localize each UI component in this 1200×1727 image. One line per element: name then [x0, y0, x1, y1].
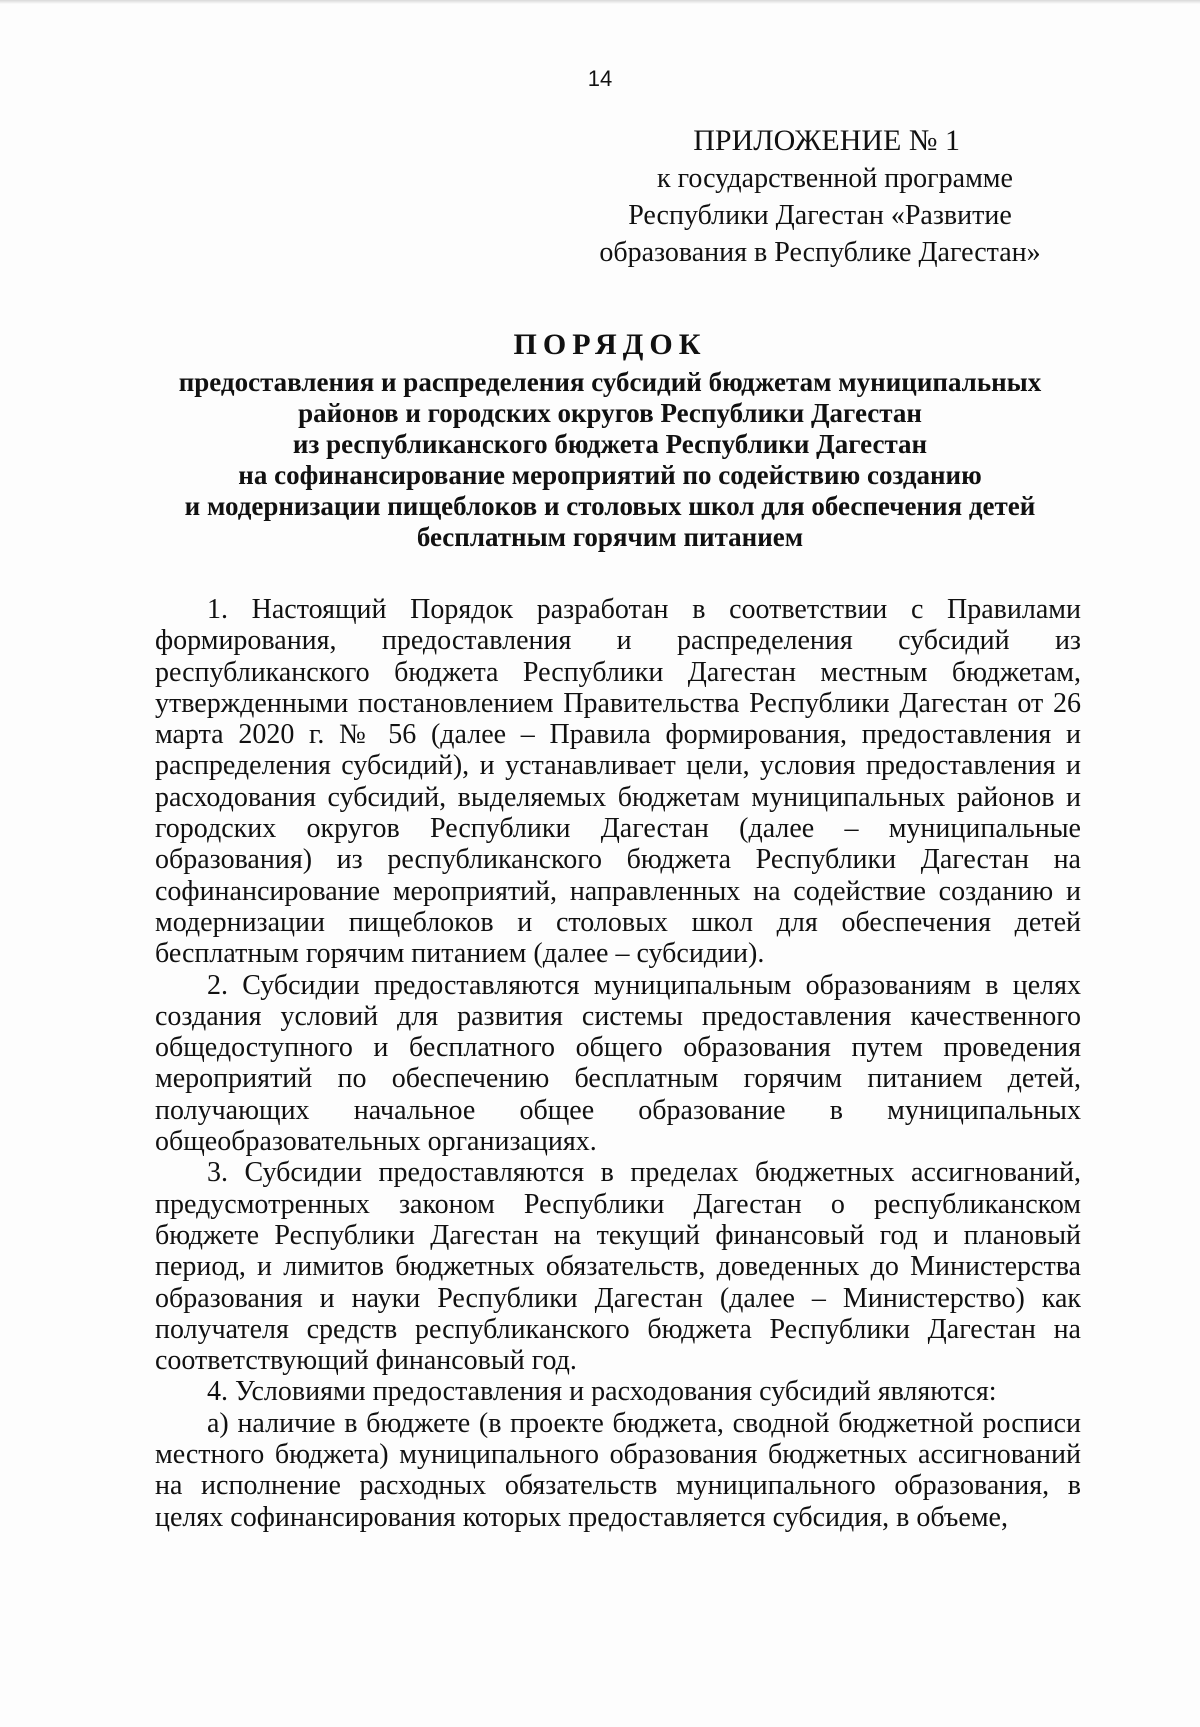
- document-subtitle-line: районов и городских округов Республики Дагестан: [298, 398, 922, 428]
- document-subtitle-line: бесплатным горячим питанием: [416, 522, 804, 552]
- document-title: ПОРЯДОК: [513, 328, 707, 361]
- paragraph-1: 1. Настоящий Порядок разработан в соответствии с Правилами формирования, предоставления и распределения субсидий из республиканского бюджета Республики Дагестан местным бюджетам, утвержденными постановлением Правительства Республики Дагестан от 26 марта 2020 г. № 56 (далее – Правила формирования, предоставления и распределения субсидий), и устанавливает цели, условия предоставления и расходования субсидий, выделяемых бюджетам муниципальных районов и городских округов Республики Дагестан (далее – муниципальные образования) из республиканского бюджета Республики Дагестан на софинансирование мероприятий, направленных на содействие созданию и модернизации пищеблоков и столовых школ для обеспечения детей бесплатным горячим питанием (далее – субсидии).: [155, 594, 1081, 970]
- paragraph-4: 4. Условиями предоставления и расходования субсидий являются:: [207, 1376, 997, 1408]
- appendix-title: ПРИЛОЖЕНИЕ № 1: [693, 124, 960, 157]
- appendix-line: образования в Республике Дагестан»: [599, 237, 1041, 268]
- scan-top-edge: [0, 0, 1200, 4]
- paragraph-4a: а) наличие в бюджете (в проекте бюджета, сводной бюджетной росписи местного бюджета) муниципального образования бюджетных ассигнований на исполнение расходных обязательств муниципального образования, в целях софинансирования которых предоставляется субсидия, в объеме,: [155, 1407, 1081, 1533]
- appendix-block: [560, 122, 1080, 271]
- document-subtitle-line: и модернизации пищеблоков и столовых школ для обеспечения детей: [184, 491, 1036, 521]
- document-heading: [140, 325, 1080, 553]
- document-subtitle-line: на софинансирование мероприятий по содействию созданию: [238, 460, 982, 490]
- document-subtitle-line: предоставления и распределения субсидий бюджетам муниципальных: [178, 367, 1042, 397]
- appendix-line: Республики Дагестан «Развитие: [628, 200, 1012, 231]
- paragraph-2: 2. Субсидии предоставляются муниципальным образованиям в целях создания условий для развития системы предоставления качественного общедоступного и бесплатного общего образования путем проведения мероприятий по обеспечению бесплатным горячим питанием детей, получающих начальное общее образование в муниципальных общеобразовательных организациях.: [155, 969, 1081, 1158]
- page-number: 14: [587, 66, 613, 91]
- paragraph-3: 3. Субсидии предоставляются в пределах бюджетных ассигнований, предусмотренных законом Республики Дагестан о республиканском бюджете Республики Дагестан на текущий финансовый год и плановый период, и лимитов бюджетных обязательств, доведенных до Министерства образования и науки Республики Дагестан (далее – Министерство) как получателя средств республиканского бюджета Республики Дагестан на соответствующий финансовый год.: [155, 1157, 1081, 1377]
- document-subtitle-line: из республиканского бюджета Республики Дагестан: [292, 429, 928, 459]
- document-body: [155, 594, 1081, 1533]
- appendix-line: к государственной программе: [657, 163, 1013, 194]
